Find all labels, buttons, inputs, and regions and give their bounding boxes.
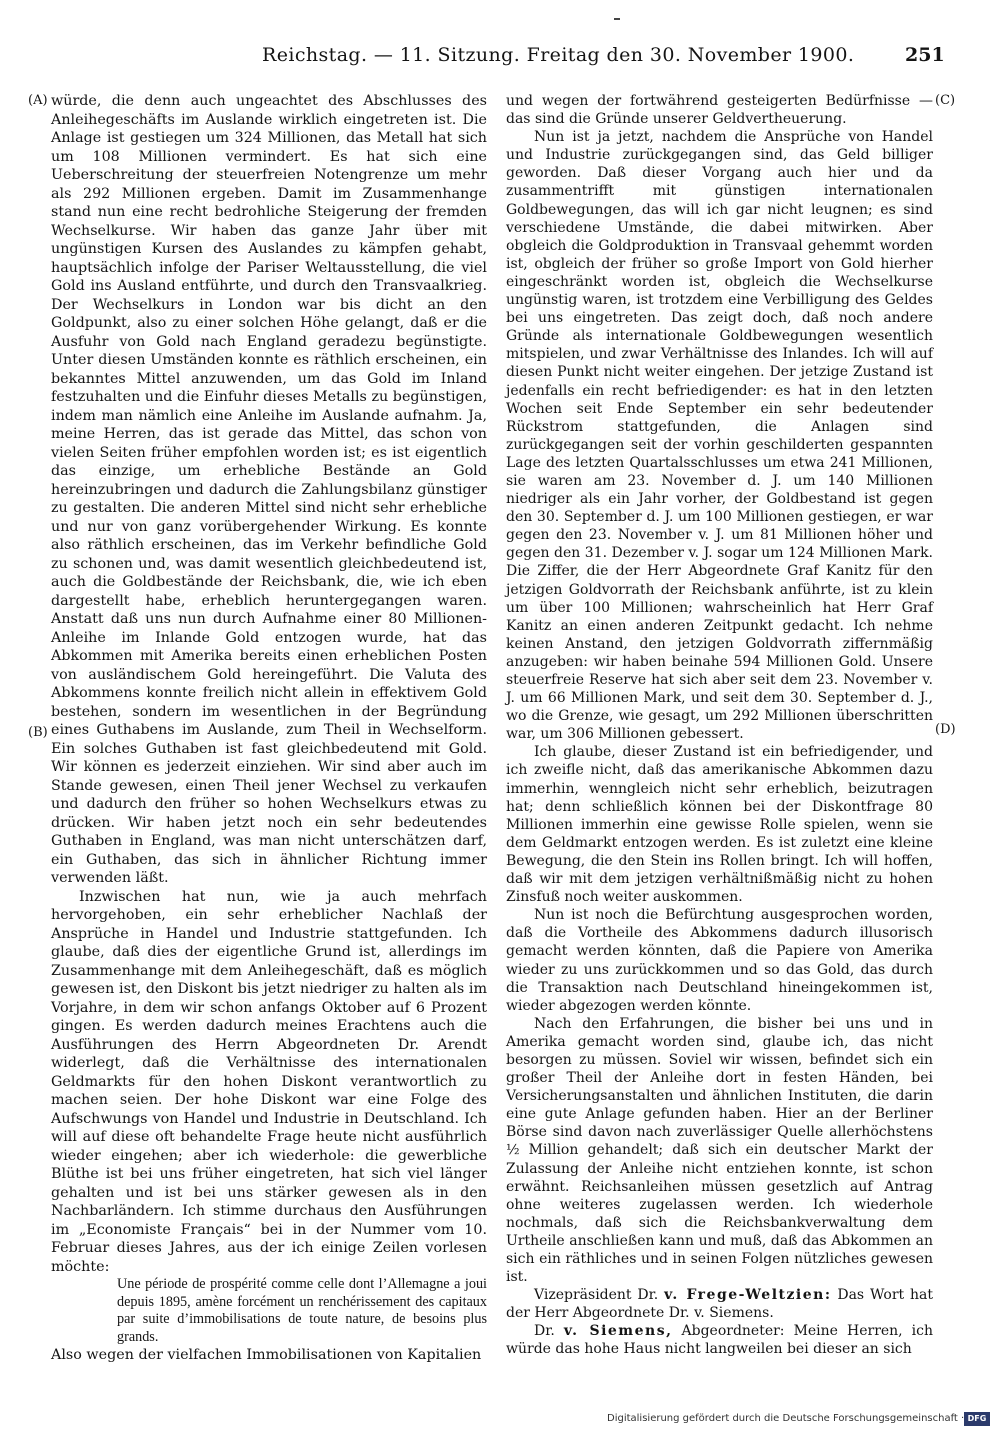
speaker-turn-siemens: [506, 1322, 933, 1358]
margin-marker-b: (B): [28, 725, 48, 740]
right-column: [506, 92, 933, 1359]
margin-marker-d: (D): [935, 722, 956, 737]
paragraph: Inzwischen hat nun, wie ja auch mehrfach hervorgehoben, ein sehr erheblicher Nachlaß der Ansprüche in Handel und Industrie stattgefunden. Ich glaube, daß dies der eigentliche Grund ist, allerdings im Zusammenhange mit dem Anleihegeschäft, daß es möglich gewesen ist, den Diskont bis jetzt niedriger zu halten als im Vorjahre, in dem wir schon anfangs Oktober auf 6 Prozent gingen. Es werden dadurch meines Erachtens auch die Ausführungen des Herrn Abgeordneten Dr. Arendt widerlegt, daß die Verhältnisse des internationalen Geldmarkts für den hohen Diskont verantwortlich zu machen seien. Der hohe Diskont war eine Folge des Aufschwungs von Handel und Industrie in Deutschland. Ich will auf diese oft behandelte Frage heute nicht ausführlich wieder eingehen; aber ich wiederhole: die gewerbliche Blüthe ist bei uns früher eingetreten, hat sich viel länger gehalten und ist bei uns stärker gewesen als in den Nachbarländern. Ich stimme durchaus den Ausführungen im „Economiste Français“ bei in der Nummer vom 10. Februar dieses Jahres, aus der ich einige Zeilen vorlesen möchte:: [51, 888, 487, 1275]
paragraph: Nun ist noch die Befürchtung ausgesprochen worden, daß die Vortheile des Abkommens dadurch illusorisch gemacht werden könnten, daß die Papiere von Amerika wieder zu uns zurückkommen und so das Gold, das durch die Transaktion nach Deutschland hineingekommen ist, wieder abgezogen werden könnte.: [506, 907, 933, 1014]
margin-marker-a: (A): [28, 93, 48, 108]
speaker-name: v. Frege-Weltzien:: [664, 1287, 832, 1304]
page-number: 251: [905, 44, 945, 66]
left-column: [51, 92, 487, 1365]
speaker-turn-vizepraesident: [506, 1286, 933, 1322]
paragraph: Also wegen der vielfachen Immobilisationen von Kapitalien: [51, 1347, 482, 1363]
margin-marker-c: (C): [935, 93, 956, 108]
speaker-name: v. Siemens,: [563, 1323, 673, 1340]
paragraph: würde, die denn auch ungeachtet des Abschlusses des Anleihegeschäfts im Auslande wirklich eingetreten ist. Die Anlage ist gestiegen um 324 Millionen, das Metall hat sich um 108 Millionen vermindert. Es hat sich eine Ueberschreitung der steuerfreien Notengrenze um mehr als 292 Millionen ergeben. Damit im Zusammenhange stand nun eine recht bedrohliche Steigerung der fremden Wechselkurse. Wir haben das ganze Jahr über mit ungünstigen Kursen des Auslandes zu kämpfen gehabt, hauptsächlich infolge der Pariser Weltausstellung, die viel Gold ins Ausland entführte, und durch den Transvaalkrieg. Der Wechselkurs in London war bis dicht an den Goldpunkt, also zu einer solchen Höhe gelangt, daß er die Ausfuhr von Gold nach England geradezu begünstigte. Unter diesen Umständen konnte es räthlich erscheinen, ein bekanntes Mittel anzuwenden, um das Gold im Inland festzuhalten und die Einfuhr dieses Metalls zu begünstigen, indem man nämlich eine Anleihe im Auslande aufnahm. Ja, meine Herren, das ist gerade das Mittel, das schon von vielen Seiten früher empfohlen worden ist; es ist eigentlich das einzige, um erhebliche Bestände an Gold hereinzubringen und dadurch die Zahlungsbilanz günstiger zu gestalten. Die anderen Mittel sind nicht sehr erhebliche und nur von ganz vorübergehender Wirkung. Es konnte also räthlich erscheinen, das im Verkehr befindliche Gold zu schonen und, was damit wesentlich gleichbedeutend ist, auch die Goldbestände der Reichsbank, die, wie ich eben dargestellt habe, erheblich heruntergegangen waren. Anstatt daß uns nun durch Aufnahme einer 80 Millionen-Anleihe im Inlande Gold entzogen wurde, hat das Abkommen mit Amerika bereits einen erheblichen Posten von ausländischem Gold hereingeführt. Die Valuta des Abkommens konnte freilich nicht allein in effektivem Gold bestehen, sondern im wesentlichen in der Begründung eines Guthabens im Auslande, zum Theil in Wechselform. Ein solches Guthaben ist fast gleichbedeutend mit Gold. Wir können es jederzeit einziehen. Wir sind aber auch im Stande gewesen, einen Theil jener Wechsel zu verkaufen und dadurch den früher so hohen Wechselkurs etwas zu drücken. Wir haben jetzt noch ein sehr bedeutendes Guthaben in England, was man nicht unterschätzen darf, ein Guthaben, das sich in ähnlicher Richtung immer verwenden läßt.: [51, 93, 487, 886]
paragraph: und wegen der fortwährend gesteigerten Bedürfnisse — das sind die Gründe unserer Geldvertheuerung.: [506, 93, 933, 128]
french-quotation: Une période de prospérité comme celle dont l’Allemagne a joui depuis 1895, amène forcément un renchérissement des capitaux par suite d’immobilisations de toute nature, de besoins plus grands.: [117, 1276, 487, 1345]
speaker-role: Vizepräsident Dr.: [534, 1287, 659, 1304]
funding-credit: Digitalisierung gefördert durch die Deutsche Forschungsgemeinschaft ·: [607, 1413, 965, 1424]
dfg-logo: DFG: [964, 1412, 990, 1426]
speaker-text: Das Wort hat der Herr Abgeordnete Dr. v. Siemens.: [506, 1287, 933, 1322]
paragraph: Nach den Erfahrungen, die bisher bei uns und in Amerika gemacht worden sind, glaube ich, das nicht besorgen zu müssen. Soviel wir wissen, befindet sich ein großer Theil der Anleihe dort in festen Händen, bei Versicherungsanstalten und ähnlichen Instituten, die darin eine gute Anlage gefunden haben. Hier an der Berliner Börse sind davon nach zuverlässiger Quelle allerhöchstens ½ Million gehandelt; daß sich ein deutscher Markt der Zulassung der Anleihe nicht entziehen konnte, ist schon erwähnt. Reichsanleihen müssen gesetzlich auf Antrag ohne weiteres zugelassen werden. Ich wiederhole nochmals, daß sich die Reichsbankverwaltung dem Urtheile anschließen kann und muß, daß das Abkommen an sich ein räthliches und in seinen Folgen nützliches gewesen ist.: [506, 1015, 933, 1286]
speaker-role: Dr.: [534, 1323, 555, 1340]
speaker-text: Abgeordneter: Meine Herren, ich würde das hohe Haus nicht langweilen bei dieser an sich: [506, 1323, 934, 1358]
paragraph: Nun ist ja jetzt, nachdem die Ansprüche von Handel und Industrie zurückgegangen sind, das Geld billiger geworden. Daß dieser Vorgang auch hier und da zusammentrifft mit günstigen internationalen Goldbewegungen, das will ich gar nicht leugnen; es sind verschiedene Umstände, die dabei mitwirken. Aber obgleich die Goldproduktion in Transvaal gehemmt worden ist, obgleich der früher so große Import von Gold hierher eingeschränkt worden ist, obgleich die Wechselkurse ungünstig waren, ist trotzdem eine Verbilligung des Geldes bei uns eingetreten. Das zeigt doch, daß noch andere Gründe als internationale Goldbewegungen wesentlich mitspielen, und zwar Verhältnisse des Inlandes. Ich will auf diesen Punkt nicht weiter eingehen. Der jetzige Zustand ist jedenfalls ein recht befriedigender: es hat in den letzten Wochen seit Ende September ein sehr bedeutender Rückstrom stattgefunden, die Anlagen sind zurückgegangen seit der vorhin geschilderten gespannten Lage des letzten Quartalsschlusses um etwa 241 Millionen, sie waren am 23. November d. J. um 140 Millionen niedriger als ein Jahr vorher, der Goldbestand ist gegen den 30. September d. J. um 100 Millionen gestiegen, er war gegen den 23. November v. J. um 81 Millionen höher und gegen den 31. Dezember v. J. sogar um 124 Millionen Mark. Die Ziffer, die der Herr Abgeordnete Graf Kanitz für den jetzigen Goldvorrath der Reichsbank anführte, ist zu klein um über 100 Millionen; wahrscheinlich hat Herr Graf Kanitz an einen anderen Zeitpunkt gedacht. Ich nehme keinen Anstand, den jetzigen Goldvorrath ziffernmäßig anzugeben: wir haben beinahe 594 Millionen Gold. Unsere steuerfreie Reserve hat sich aber seit dem 23. November v. J. um 66 Millionen Mark, und seit dem 30. September d. J., wo die Grenze, wie gesagt, um 292 Millionen überschritten war, um 306 Millionen gebessert.: [506, 129, 933, 743]
paragraph: Ich glaube, dieser Zustand ist ein befriedigender, und ich zweifle nicht, daß das amerikanische Abkommen dazu immerhin, wenngleich nicht sehr erheblich, beizutragen hat; denn schließlich können bei der Diskontfrage 80 Millionen immerhin eine gewisse Rolle spielen, wenn sie dem Geldmarkt entzogen werden. Es ist zuletzt eine kleine Bewegung, die den Stein ins Rollen bringt. Ich will hoffen, daß wir mit dem jetzigen verhältnißmäßig nicht zu hohen Zinsfuß noch weiter auskommen.: [506, 744, 933, 906]
running-title: Reichstag. — 11. Sitzung. Freitag den 30. November 1900.: [262, 44, 855, 66]
page-footer: [0, 1410, 1000, 1430]
scan-mark: [614, 18, 620, 20]
page-header: [0, 40, 1000, 76]
